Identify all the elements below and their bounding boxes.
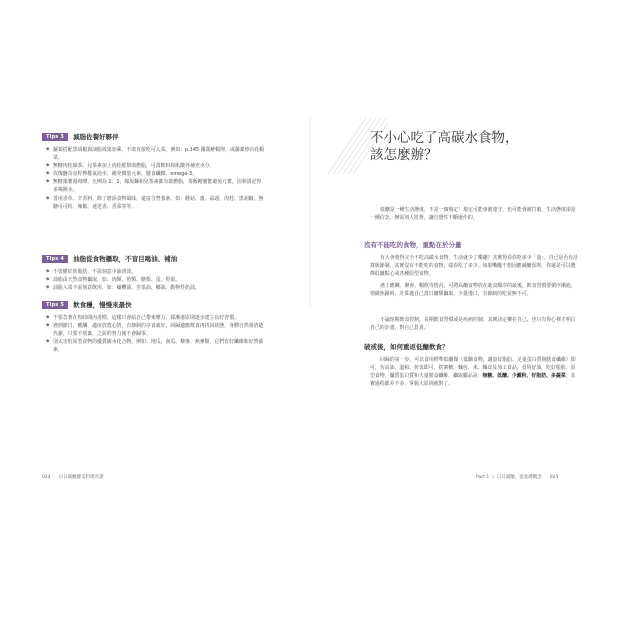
list-item: ◆ 蘿蔔搭配黑胡椒與油脂效果加乘，不敢直接吃可入菜，例如：p.145 蘿蔔鮮蝦卵，或蘿蔔炒百花蝦菜。 [46,146,266,162]
left-page-number: 024 [42,474,51,480]
list-item: ◆ 遇到節日、應酬，適度放寬心情，有節制的享食就好，回歸適應飲食再找回狀態，身體自然會清楚代謝，只要不放棄，之前的努力便不會歸零。 [46,322,266,338]
list-item: ◆ 玫瑰鹽奇亞籽檸檬氣泡水，補充微量元素，膳食纖維、omega-3。 [46,170,266,178]
left-footer [42,474,104,480]
tip-4-list [46,268,266,292]
paragraph-return [370,356,580,388]
left-page [24,118,310,308]
right-page [310,118,596,308]
tip-3-title: 減脂佐餐好夥伴 [73,133,119,141]
list-item: ◆ 別太害怕原型食物的優質碳水化合物，例如：地瓜，南瓜、藜麥、燕麥類，它們有好纖維和好營養素。 [46,338,266,354]
tip-3-tag: Tips 3 [42,133,68,141]
book-spread [24,118,596,308]
right-footer-divider: | [492,474,494,480]
tip-4-heading [42,254,177,263]
tip-5-heading [42,300,132,309]
list-item: ◆ 無糖藻薯湯毒噂，比例為 1：1，綠坂麵和兒茶素都有助燃脂，茶飯糖靈能避免亢奮，因利誘記得多喝開水。 [46,178,266,194]
return-text-start: 回歸的第一步，可以食用標準低醣餐（低醣食物、適量好脂肪、足量蛋白質與膳食纖維）即可，勿高油、溫和、折衷即可。搭寨糖、麵包、米、麵食及加工食品，食用好油，吃好脂肪、原型食物，攝質蛋白質和大量膳食纖維，攝取屬品是： [370,357,576,380]
list-item: ◆ 油脂由天然食物攝取，如：肉類、魚類、酪梨、蛋、堅果。 [46,276,266,284]
list-item: ◆ 不畏懼好的脂肪，不需刻意少油清淡。 [46,268,266,276]
list-item: ◆ 不要急著在短時間內達標，這樣只會給自己帶來壓力，採漸進原則逐步建立良好習慣。 [46,314,266,322]
paragraph-control: 不論短期飲食控制，長期飲食習慣或是疾病控制，其實決定權在自己，也只有你心裡才明白自己的計畫，對自己負責。 [370,317,576,332]
page-title [370,130,519,164]
return-text-bold: 無糖、低醣、少澱粉、好脂肪、多蔬菜 [482,373,566,380]
title-line-2: 該怎麼辦？ [370,147,438,163]
paragraph-meals: 遇上應酬、聚會、暢飲等情況，可將高醣食物放在進食順序的最後，飲食習慣要循序漸進，情緒焦躁時，計算適自己當日醣類攝取，少量淺口，有節制的吃並無不可。 [370,283,576,298]
paragraph-portion: 有人會覺得完全不吃高碳水食物，生活就少了樂趣？其實得看你吃多少「量」，自己是否有計算與節制，其實沒有不能吃的食物，端看吃了多少。如果嘴饞不想因應減醣原則，你還是可以選擇低醣點心或各種原型食物。 [370,255,579,278]
right-footer-part: Part 1 [476,474,490,480]
tip-4-tag: Tips 4 [42,255,68,263]
right-footer-section: 日日減醣，從基礎觀念 [496,475,542,480]
tip-5-tag: Tips 5 [42,301,68,309]
tip-4-title: 油脂從食物攝取，不盲目喝油、補油 [73,255,178,263]
right-page-number: 025 [549,474,559,480]
right-footer [476,474,558,480]
intro-paragraph: 低醣是一種生活態度，不是一個規定！規定可能會被違守，也可能會被打破，生活態度卻是一種信念，無需別人監督，讓自覺性不斷運作的。 [370,207,576,222]
subhead-portion: 沒有不能吃的食物，重點在於分量 [364,241,462,249]
list-item: ◆ 無糖肉桂綠茶、兒茶素加上肉桂醛幫助燃脂，可當飲料和肌酸外補充水分。 [46,162,266,170]
left-footer-title: 日日減醣健美料理食譜 [58,475,104,480]
tip-3-heading [42,132,119,141]
subhead-return: 破戒後，如何重返低醣飲食？ [364,343,449,351]
tip-5-list [46,314,266,354]
list-item: ◆ 油脂入菜不需刻意飲用，如：橄欖油，苦茶油、椰油、動物性奶油。 [46,284,266,292]
tip-3-list [46,146,266,211]
return-text-end: ，其實過程都差不多，掌握大原則就對了。 [370,373,576,388]
title-line-1: 不小心吃了高碳水食物， [370,130,519,146]
list-item: ◆ 善用香草、辛香料，除了增添食物風味，還富含營養素，如：蘑菇、薑、蒜頭，肉桂、黑胡椒、無糖可可粉、辣椒、迷迭香、香菜等等。 [46,195,266,211]
tip-5-title: 飲食穩，慢慢來最快 [73,301,132,309]
